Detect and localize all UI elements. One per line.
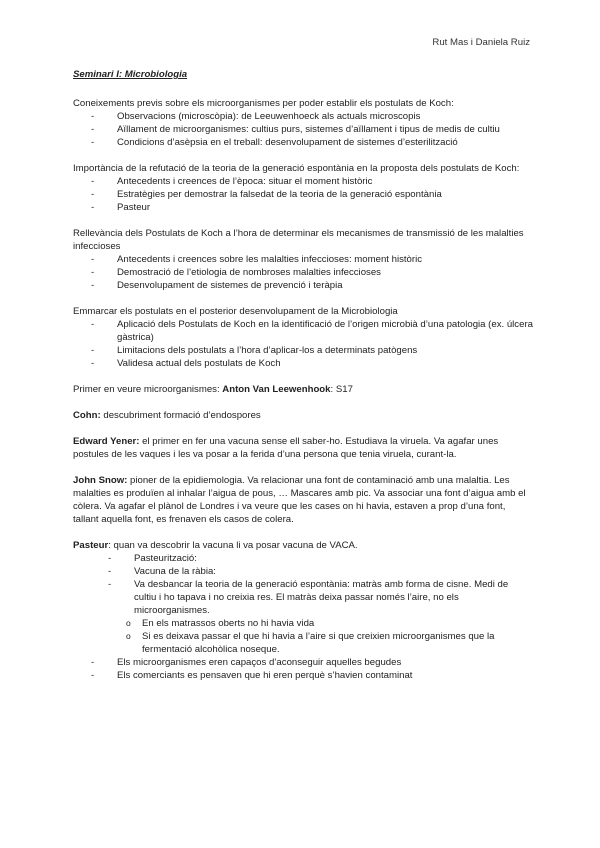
list-item: - Desenvolupament de sistemes de prevenció i teràpia [91,279,533,292]
list-item: - Condicions d’asèpsia en el treball: desenvolupament de sistemes d’esterilització [91,136,533,149]
list-item: - Limitacions dels postulats a l’hora d’aplicar-los a determinats patògens [91,344,533,357]
leeuwenhoek-name: Anton Van Leewenhook [222,384,331,395]
section-1 [73,97,533,149]
pasteur-paragraph [73,539,533,682]
leeuwenhoek-text: Primer en veure microorganismes: [73,384,223,395]
header-authors: Rut Mas i Daniela Ruiz [432,37,530,48]
list-item: - Pasteurització: [108,552,533,565]
list-item: - Els comerciants es pensaven que hi eren perquè s’havien contaminat [91,669,533,682]
leeuwenhoek-paragraph [73,383,533,396]
list-item: - Estratègies per demostrar la falsedat de la teoria de la generació espontània [91,188,533,201]
cohn-name: Cohn: [73,410,101,421]
list-item: - Observacions (microscòpia): de Leeuwenhoeck als actuals microscopis [91,110,533,123]
section-intro: Importància de la refutació de la teoria de la generació espontània en la proposta dels postulats de Koch: [73,163,520,174]
section-intro: Coneixements previs sobre els microorganismes per poder establir els postulats de Koch: [73,98,454,109]
spontaneous-rest: Medi de cultiu i ho tapava i no creixia res. El matràs deixa passar només l’aire, no els microorganismes. [134,579,509,616]
section-4 [73,305,533,370]
list-item: - Aïllament de microorganismes: cultius purs, sistemes d’aïllament i tipus de medis de cultiu [91,123,533,136]
yener-name: Edward Yener: [73,436,140,447]
sub-list-item: o En els matrassos oberts no hi havia vida [126,617,533,630]
section-intro: Emmarcar els postulats en el posterior desenvolupament de la Microbiologia [73,306,398,317]
leeuwenhoek-suffix: : S17 [330,384,353,395]
list-item: - Aplicació dels Postulats de Koch en la identificació de l’origen microbià d’una patologia (ex. úlcera gàstrica) [91,318,533,344]
list-item: - Vacuna de la ràbia: [108,565,533,578]
snow-paragraph [73,474,533,526]
section-3 [73,227,533,292]
snow-name: John Snow: [73,475,128,486]
yener-paragraph [73,435,533,461]
section-intro: Rellevància dels Postulats de Koch a l’hora de determinar els mecanismes de transmissió de les malalties infeccioses [73,228,524,252]
section-2 [73,162,533,214]
list-item [108,578,533,617]
pasteur-text: : quan va descobrir la vacuna li va posar vacuna de VACA. [108,540,358,551]
list-item: - Pasteur [91,201,533,214]
document-body [73,68,533,695]
cohn-text: descubriment formació d’endospores [100,410,261,421]
list-item: - Antecedents i creences sobre les malalties infeccioses: moment històric [91,253,533,266]
cohn-paragraph [73,409,533,422]
list-item: - Validesa actual dels postulats de Koch [91,357,533,370]
list-item: - Els microorganismes eren capaços d’aconseguir aquelles begudes [91,656,533,669]
pasteur-name: Pasteur [73,540,109,551]
list-item: - Antecedents i creences de l’època: situar el moment històric [91,175,533,188]
snow-text: pioner de la epidiemologia. Va relacionar una font de contaminació amb una malaltia. Les malalties es produïen al inhalar l’aigua de pous, … Mascares amb pic. Va associar una font d’aigua amb el còlera. Va agafar el plànol de Londres i va veure que les cases on hi havia, estaven a prop d’una font, tallant aquella font, es frenaven els casos de colera. [73,475,526,525]
spontaneous-first: Va desbancar la teoria de la generació espontània: matràs amb forma de cisne. [134,579,472,590]
sub-list-item: o Si es deixava passar el que hi havia a l’aire si que creixien microorganismes que la fermentació alcohòlica noseque. [126,630,533,656]
yener-text: el primer en fer una vacuna sense ell saber-ho. Estudiava la viruela. Va agafar unes postules de les vaques i les va posar a la ferida d’una persona que tenia viruela, curant-la. [73,436,499,460]
list-item: - Demostració de l’etiologia de nombroses malalties infeccioses [91,266,533,279]
document-title: Seminari I: Microbiologia [73,69,188,80]
